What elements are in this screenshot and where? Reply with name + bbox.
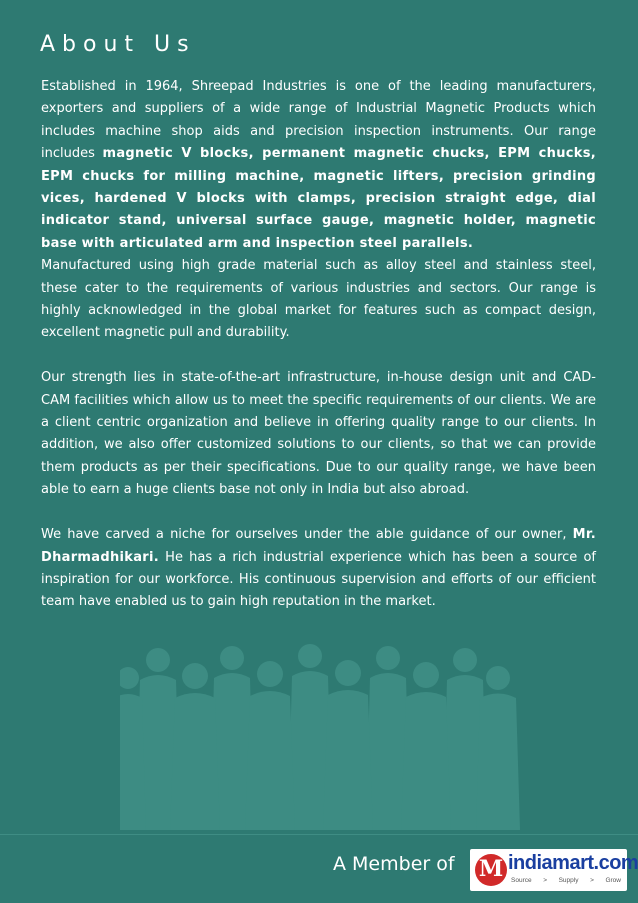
intro-text: Established in 1964, Shreepad Industries is one of the leading manufacturers, exporters and suppliers of a wide range of Industrial Magnetic Products which includes machine shop aids and precision inspection instruments. Our range includes <box>41 79 596 162</box>
tagline-source: Source <box>511 877 532 884</box>
page-title: About Us <box>40 32 196 57</box>
owner-name: Mr. Dharmadhikari. <box>41 527 596 565</box>
paragraph-manufacturing: Manufactured using high grade material such as alloy steel and stainless steel, these cater to the requirements of various industries and sectors. Our range is highly acknowledged in the global market for features such as compact design, excellent magnetic pull and durability. <box>41 258 596 341</box>
paragraph-strength: Our strength lies in state-of-the-art infrastructure, in-house design unit and CAD-CAM facilities which allow us to meet the specific requirements of our clients. We are a client centric organization and believe in offering quality range to our clients. In addition, we also offer customized solutions to our clients, so that we can provide them products as per their specifications. Due to our quality range, we have been able to earn a huge clients base not only in India but also abroad. <box>41 370 596 498</box>
owner-detail-text: He has a rich industrial experience which has been a source of inspiration for our workforce. His continuous supervision and efforts of our efficient team have enabled us to gain high reputation in the market. <box>41 549 596 610</box>
owner-intro-text: We have carved a niche for ourselves under the able guidance of our owner, <box>41 527 573 543</box>
tagline-grow: Grow <box>605 877 621 884</box>
paragraph-intro <box>41 76 596 255</box>
logo-tagline <box>511 877 621 884</box>
business-people-silhouette <box>120 640 520 830</box>
product-list: magnetic V blocks, permanent magnetic chucks, EPM chucks, EPM chucks for milling machine, magnetic lifters, precision grinding vices, hardened V blocks with clamps, precision straight edge, dial indicator stand, universal surface gauge, magnetic holder, magnetic base with articulated arm and inspection steel parallels. <box>41 146 596 251</box>
indiamart-logo[interactable] <box>470 849 638 891</box>
footer-divider <box>0 834 638 835</box>
about-content <box>41 76 596 614</box>
paragraph-owner <box>41 524 596 614</box>
member-of-text: A Member of <box>333 853 455 875</box>
logo-name: indiamart.com <box>508 852 638 874</box>
tagline-arrow-2: > <box>590 877 594 884</box>
tagline-arrow-1: > <box>543 877 547 884</box>
tagline-supply: Supply <box>558 877 579 884</box>
logo-mark-letter: M <box>478 856 504 882</box>
